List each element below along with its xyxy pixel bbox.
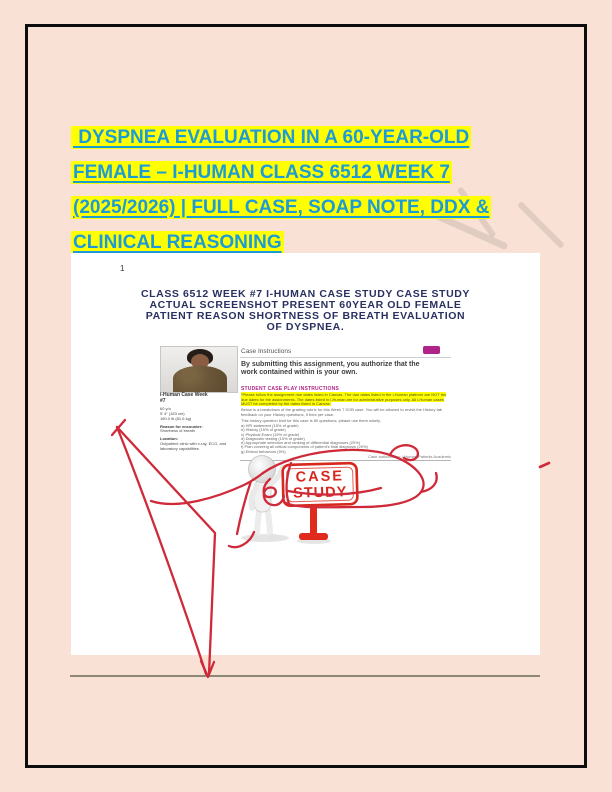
case-authored-by: Case authored by: i-Human Patients Academic — [368, 454, 451, 459]
sign-post — [310, 505, 317, 536]
patient-age: 60 y/o — [160, 406, 171, 412]
patient-height: 5' 4" (163 cm) — [160, 410, 185, 416]
location-value: Outpatient clinic with x-ray, ECG, and laboratory capabilities — [160, 440, 227, 451]
title-link[interactable] — [71, 121, 571, 261]
figure-head — [249, 456, 276, 483]
case-instructions-header: Case Instructions — [241, 348, 292, 355]
title-line: FEMALE – I-HUMAN CLASS 6512 WEEK 7 — [73, 162, 450, 183]
cartoon-figure — [248, 456, 283, 541]
sign-text-study: STUDY — [292, 484, 348, 502]
rubric-item: a) HPI statement (15% of grade) — [241, 423, 299, 428]
highlighted-note: *Please follow the assignment due dates listed in Canvas. The due dates listed in the i-Human platform are NOT the due dates for the assignments. The dates listed in i-Human are for administrative purposes only. All i-Human cases MUST be completed by the dates listed in Canvas. — [241, 392, 447, 406]
rubric-item: b) History (15% of grade) — [241, 427, 286, 433]
rubric-item: f) Plan covering all critical components of patient's final diagnosis (20%) — [241, 444, 368, 450]
case-label: i-Human Case Week #7 — [160, 392, 208, 404]
patient-weight: 180.0 lb (81.6 kg) — [160, 415, 192, 421]
rubric-item: c) Physical Exam (15% of grade) — [241, 431, 300, 437]
footer-rule — [70, 675, 540, 677]
screenshot-heading: CLASS 6512 WEEK #7 I-HUMAN CASE STUDY CASE STUDY ACTUAL SCREENSHOT PRESENT 60YEAR OLD FEMALE PATIENT REASON SHORTNESS OF BREATH EVALUATION OF DYSPNEA. — [140, 288, 471, 333]
case-study-clipart — [71, 253, 540, 655]
rubric-item: e) Appropriate selection and ranking of differential diagnoses (20%) — [241, 440, 361, 446]
embedded-screenshot — [71, 253, 540, 655]
question-limit-text: This history question limit for this case is 80 questions; please use them wisely. — [241, 418, 381, 423]
rubric-intro-text: Below is a breakdown of the grading rubric for this Week 7 SOB case. You will be allowed to revisit the History tab feedback on your History questions, 5 tries per case. — [241, 407, 443, 417]
location-label: Location: — [160, 436, 178, 442]
figure-number: 1 — [120, 264, 125, 273]
title-line: (2025/2026) | FULL CASE, SOAP NOTE, DDX & — [73, 197, 490, 218]
sign-text-case: CASE — [295, 468, 345, 486]
authorization-text: By submitting this assignment, you authorize that the work contained within is your own. — [241, 361, 420, 376]
reason-label: Reason for encounter: — [160, 423, 203, 429]
sign-post-base — [299, 533, 328, 540]
rubric-item: g) Ethical behaviors (5%) — [241, 448, 286, 454]
reason-value: Shortness of breath — [160, 428, 195, 434]
student-case-play-subheader: STUDENT CASE PLAY INSTRUCTIONS — [241, 386, 339, 392]
case-study-sign — [282, 463, 357, 506]
figure-shadow — [241, 534, 289, 542]
title-line: DYSPNEA EVALUATION IN A 60-YEAR-OLD — [73, 127, 470, 148]
title-line: CLINICAL REASONING — [73, 232, 282, 253]
rubric-item: d) Diagnostic testing (15% of grade) — [241, 435, 305, 441]
